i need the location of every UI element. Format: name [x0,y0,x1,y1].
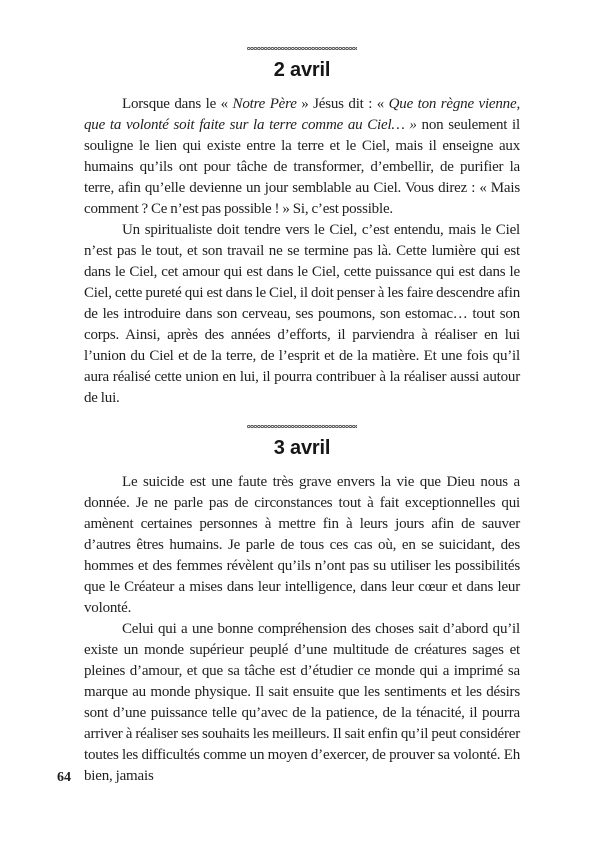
entry-paragraph: Celui qui a une bonne compréhension des choses sait d’abord qu’il existe un monde supérieur peuplé d’une multitude de créatures sages et pleines d’amour, et que sa tâche est d’étudier ce monde qui a imprimé sa marque au monde physique. Il sait ensuite que les sentiments et les désirs sont d’une puissance telle qu’avec de la patience, de la ténacité, il pourra arriver à réaliser ses souhaits les meilleurs. Il sait enfin qu’il peut considérer toutes les difficultés comme un moyen d’exercer, de prouver sa volonté. Eh bien, jamais [84,621,520,784]
quote-italic: Que ton règne vienne, que ta volonté soit faite sur la terre comme au Ciel… » [84,96,520,133]
text-block [84,46,520,787]
entry-paragraph: Le suicide est une faute très grave envers la vie que Dieu nous a donnée. Je ne parle pas de circonstances tout à fait exceptionnelles qui amènent certaines personnes à mettre fin à leurs jours afin de sauver d’autres êtres humains. Je parle de tous ces cas où, en se suicidant, des hommes et des femmes révèlent qu’ils n’ont pas su utiliser les possibilités que le Créateur a mises dans leur intelligence, dans leur cœur et dans leur volonté. [84,474,520,616]
text-segment: Lorsque dans le « [122,96,233,112]
text-segment: » Jésus dit : « [296,96,389,112]
entry-date-heading: 2 avril [273,59,331,81]
entry-date-heading: 3 avril [273,437,331,459]
chain-divider-ornament-icon [247,424,357,429]
quote-title-italic: Notre Père [232,96,297,112]
page-number: 64 [57,770,71,785]
entry-3-avril [84,424,520,787]
entry-2-avril [84,46,520,409]
text-segment: non seulement il souligne le lien qui existe entre la terre et le Ciel, mais il enseigne aux humains qu’ils ont pour tâche de transformer, d’embellir, de purifier la terre, afin qu’elle devienne un jour semblable au Ciel. Vous direz : « Mais comment ? Ce n’est pas possible ! » Si, c’est possible. [84,117,520,217]
entry-paragraph: Un spiritualiste doit tendre vers le Ciel, c’est entendu, mais le Ciel n’est pas le tout, et son travail ne se termine pas là. Cette lumière qui est dans le Ciel, cet amour qui est dans le Ciel, cette puissance qui est dans le Ciel, cette pureté qui est dans le Ciel, il doit penser à les faire descendre afin de les introduire dans son cerveau, ses poumons, son estomac… tout son corps. Ainsi, après des années d’efforts, il parviendra à réaliser en lui l’union du Ciel et de la terre, de l’esprit et de la matière. Et une fois qu’il aura réalisé cette union en lui, il pourra contribuer à la réaliser aussi autour de lui. [84,222,520,406]
chain-divider-ornament-icon [247,46,357,51]
entry-paragraph [84,94,520,220]
